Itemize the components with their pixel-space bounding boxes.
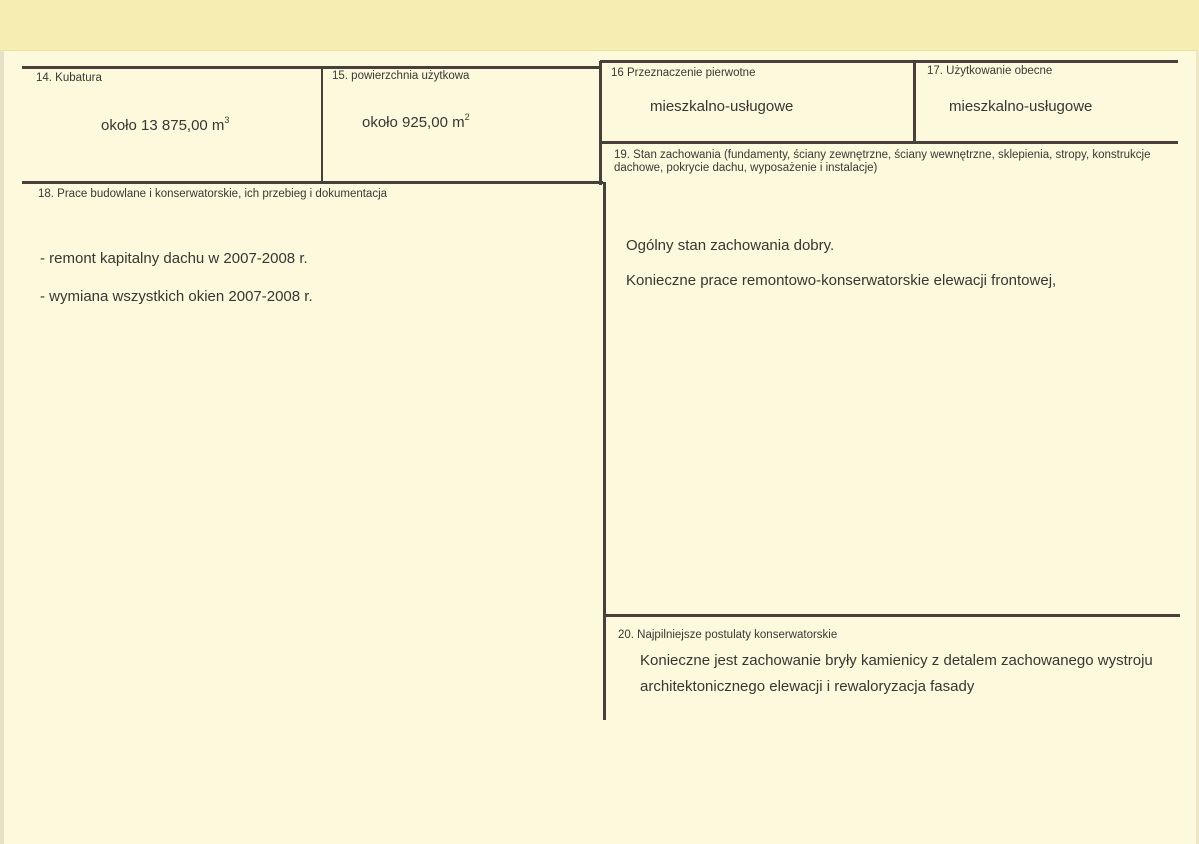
przeznaczenie-value: mieszkalno-usługowe — [650, 98, 794, 115]
top-rule-left — [22, 66, 600, 69]
powierzchnia-value — [362, 114, 470, 131]
prace-label: 18. Prace budowlane i konserwatorskie, ich przebieg i dokumentacja — [38, 188, 388, 200]
kubatura-label: 14. Kubatura — [36, 72, 102, 84]
postulaty-line: architektonicznego elewacji i rewaloryzacja fasady — [640, 678, 975, 695]
kubatura-value-text: około 13 875,00 m — [101, 117, 225, 134]
divider-16-17 — [913, 61, 916, 143]
top-rule-right — [600, 60, 1178, 63]
przeznaczenie-label: 16 Przeznaczenie pierwotne — [611, 67, 756, 79]
stan-line: Ogólny stan zachowania dobry. — [626, 237, 835, 254]
prace-item: - wymiana wszystkich okien 2007-2008 r. — [40, 288, 313, 305]
postulaty-line: Konieczne jest zachowanie bryły kamienicy z detalem zachowanego wystroju — [640, 652, 1153, 669]
divider-14-15 — [321, 67, 323, 183]
uzytkowanie-label: 17. Użytkowanie obecne — [927, 65, 1053, 77]
prace-item: - remont kapitalny dachu w 2007-2008 r. — [40, 250, 308, 267]
stan-line: Konieczne prace remontowo-konserwatorskie elewacji frontowej, — [626, 272, 1057, 289]
paper-left-edge — [0, 50, 4, 844]
powierzchnia-label: 15. powierzchnia użytkowa — [332, 70, 470, 82]
postulaty-label: 20. Najpilniejsze postulaty konserwatorskie — [618, 629, 838, 641]
powierzchnia-value-text: około 925,00 m — [362, 114, 465, 131]
kubatura-value — [101, 117, 229, 134]
uzytkowanie-value: mieszkalno-usługowe — [949, 98, 1093, 115]
paper-top-strip — [0, 0, 1199, 51]
rule-above-18 — [22, 181, 603, 184]
rule-above-19 — [600, 141, 1178, 144]
powierzchnia-unit-exponent: 2 — [464, 112, 470, 122]
rule-above-20 — [604, 614, 1180, 617]
divider-15-16 — [599, 61, 602, 185]
kubatura-unit-exponent: 3 — [224, 115, 230, 125]
stan-label: 19. Stan zachowania (fundamenty, ściany zewnętrzne, ściany wewnętrzne, sklepienia, stropy, konstrukcje dachowe, pokrycie dachu, wyposażenie i instalacje) — [614, 149, 1151, 174]
divider-18-19 — [603, 182, 606, 720]
